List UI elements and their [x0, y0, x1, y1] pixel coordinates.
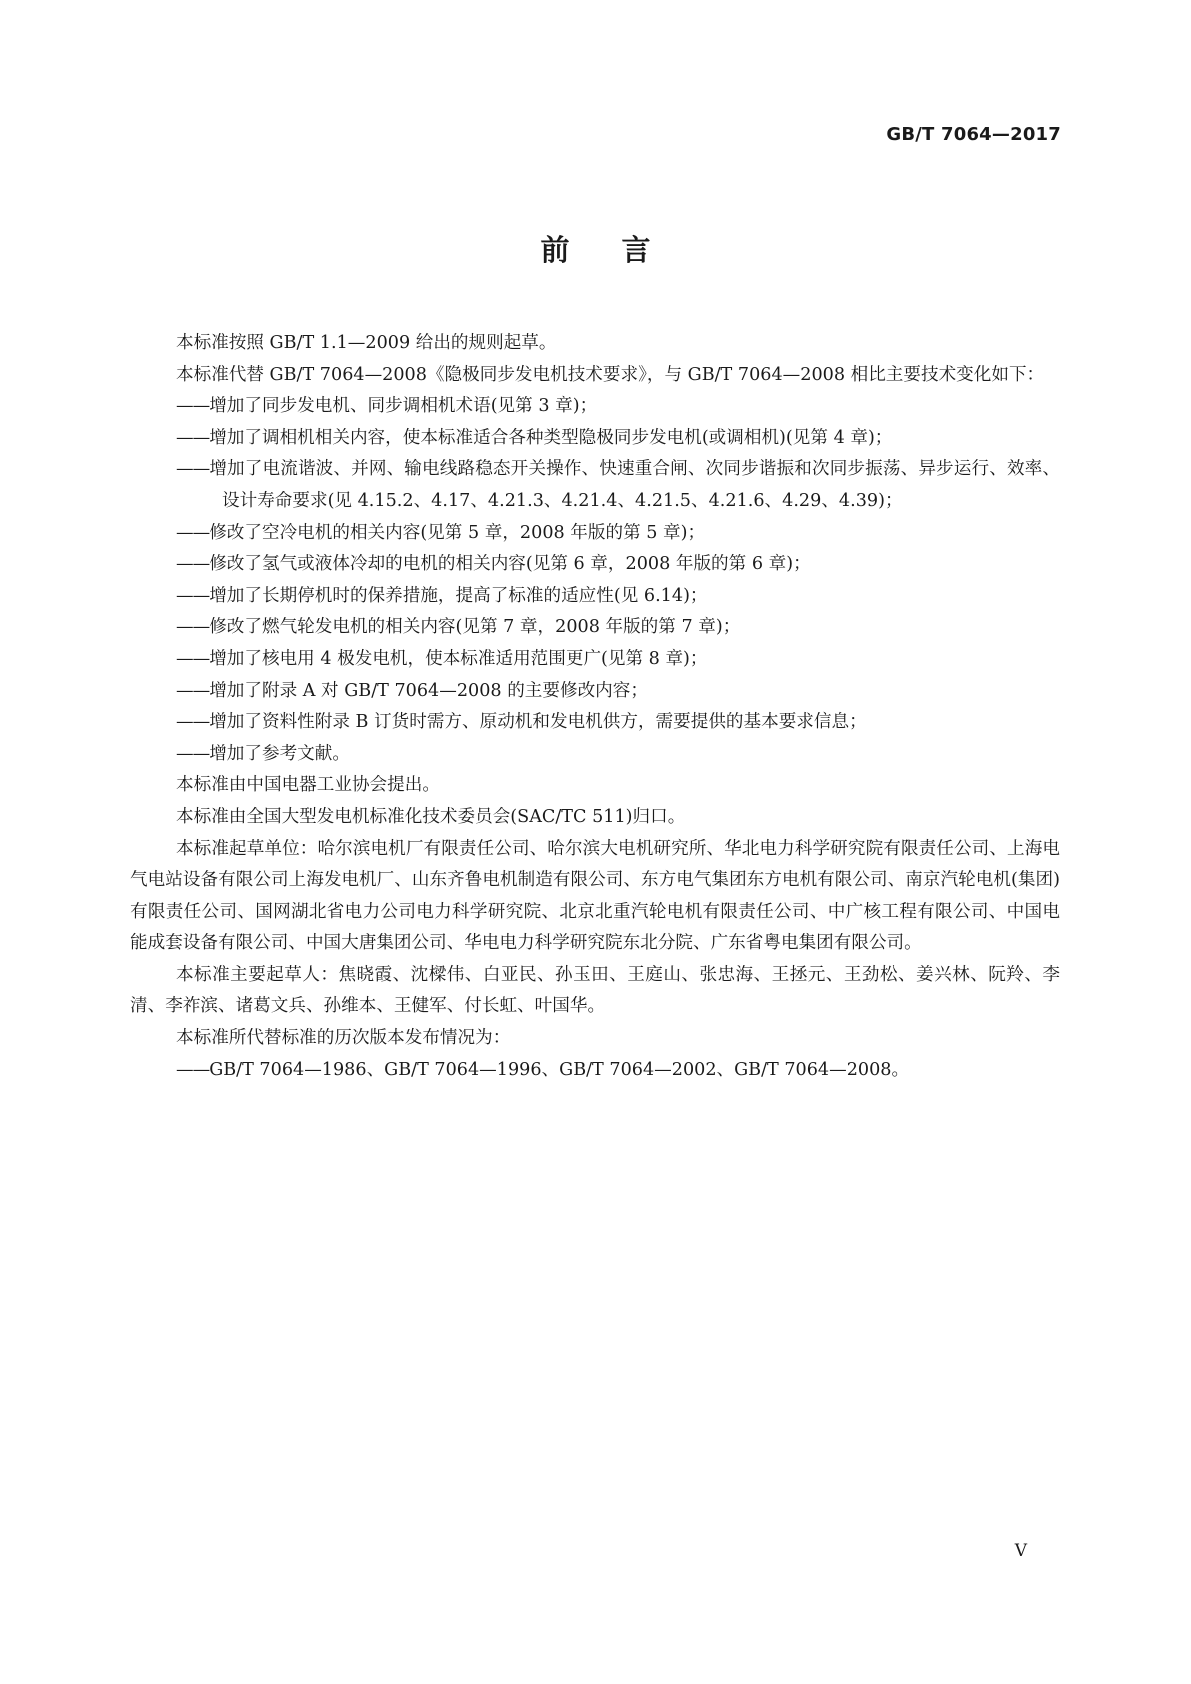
foreword-body	[130, 328, 1060, 1086]
dash-marker: ——	[176, 427, 210, 448]
page-title: 前言	[540, 233, 703, 267]
paragraph-proposer: 本标准由中国电器工业协会提出。	[176, 775, 440, 796]
dash-marker: ——	[176, 648, 210, 669]
list-item	[130, 644, 1060, 676]
list-item	[130, 454, 1060, 517]
list-item	[130, 391, 1060, 423]
dash-marker: ——	[176, 459, 210, 480]
list-item-history	[130, 1055, 1060, 1087]
list-item	[130, 739, 1060, 771]
paragraph-administrator: 本标准由全国大型发电机标准化技术委员会(SAC/TC 511)归口。	[176, 806, 686, 827]
list-item	[130, 676, 1060, 708]
list-item-text: 增加了电流谐波、并网、输电线路稳态开关操作、快速重合闸、次同步谐振和次同步振荡、异步运行、效率、设计寿命要求(见 4.15.2、4.17、4.21.3、4.21.4、4.21.5、4.21.6、4.29、4.39)；	[209, 459, 1060, 511]
dash-marker: ——	[176, 743, 210, 764]
paragraph-replacement: 本标准代替 GB/T 7064—2008《隐极同步发电机技术要求》，与 GB/T 7064—2008 相比主要技术变化如下：	[176, 364, 1045, 385]
page-number: V	[1014, 1541, 1027, 1561]
list-item-text: 增加了长期停机时的保养措施，提高了标准的适应性(见 6.14)；	[209, 585, 708, 606]
list-item-text: 修改了氢气或液体冷却的电机的相关内容(见第 6 章，2008 年版的第 6 章)；	[209, 554, 811, 575]
list-item	[130, 612, 1060, 644]
list-item	[130, 549, 1060, 581]
dash-marker: ——	[176, 554, 210, 575]
list-item-text: 增加了参考文献。	[209, 743, 350, 764]
list-item-text: 修改了空冷电机的相关内容(见第 5 章，2008 年版的第 5 章)；	[209, 522, 706, 543]
dash-marker: ——	[176, 712, 210, 733]
paragraph-drafting-rules: 本标准按照 GB/T 1.1—2009 给出的规则起草。	[176, 333, 557, 353]
list-item	[130, 423, 1060, 455]
dash-marker: ——	[176, 617, 210, 638]
dash-marker: ——	[176, 1059, 210, 1080]
dash-marker: ——	[176, 680, 210, 701]
list-item-text: GB/T 7064—1986、GB/T 7064—1996、GB/T 7064—2002、GB/T 7064—2008。	[209, 1059, 910, 1080]
list-item-text: 增加了调相机相关内容，使本标准适合各种类型隐极同步发电机(或调相机)(见第 4 章)；	[209, 427, 893, 448]
paragraph-history-intro: 本标准所代替标准的历次版本发布情况为：	[176, 1028, 511, 1049]
list-item	[130, 518, 1060, 550]
dash-marker: ——	[176, 522, 210, 543]
paragraph-drafters: 本标准主要起草人：焦晓霞、沈樑伟、白亚民、孙玉田、王庭山、张忠海、王拯元、王劲松、姜兴林、阮羚、李清、李祚滨、诸葛文兵、孙维本、王健军、付长虹、叶国华。	[130, 964, 1060, 1017]
list-item	[130, 581, 1060, 613]
dash-marker: ——	[176, 396, 210, 417]
list-item	[130, 707, 1060, 739]
list-item-text: 增加了附录 A 对 GB/T 7064—2008 的主要修改内容；	[209, 680, 648, 701]
standard-number: GB/T 7064—2017	[886, 124, 1061, 145]
list-item-text: 增加了核电用 4 极发电机，使本标准适用范围更广(见第 8 章)；	[209, 648, 708, 669]
list-item-text: 增加了资料性附录 B 订货时需方、原动机和发电机供方，需要提供的基本要求信息；	[209, 712, 867, 733]
dash-marker: ——	[176, 585, 210, 606]
list-item-text: 修改了燃气轮发电机的相关内容(见第 7 章，2008 年版的第 7 章)；	[209, 617, 741, 638]
paragraph-drafting-units: 本标准起草单位：哈尔滨电机厂有限责任公司、哈尔滨大电机研究所、华北电力科学研究院有限责任公司、上海电气电站设备有限公司上海发电机厂、山东齐鲁电机制造有限公司、东方电气集团东方电机有限公司、南京汽轮电机(集团)有限责任公司、国网湖北省电力公司电力科学研究院、北京北重汽轮电机有限责任公司、中广核工程有限公司、中国电能成套设备有限公司、中国大唐集团公司、华电电力科学研究院东北分院、广东省粤电集团有限公司。	[130, 838, 1060, 954]
list-item-text: 增加了同步发电机、同步调相机术语(见第 3 章)；	[209, 396, 598, 417]
